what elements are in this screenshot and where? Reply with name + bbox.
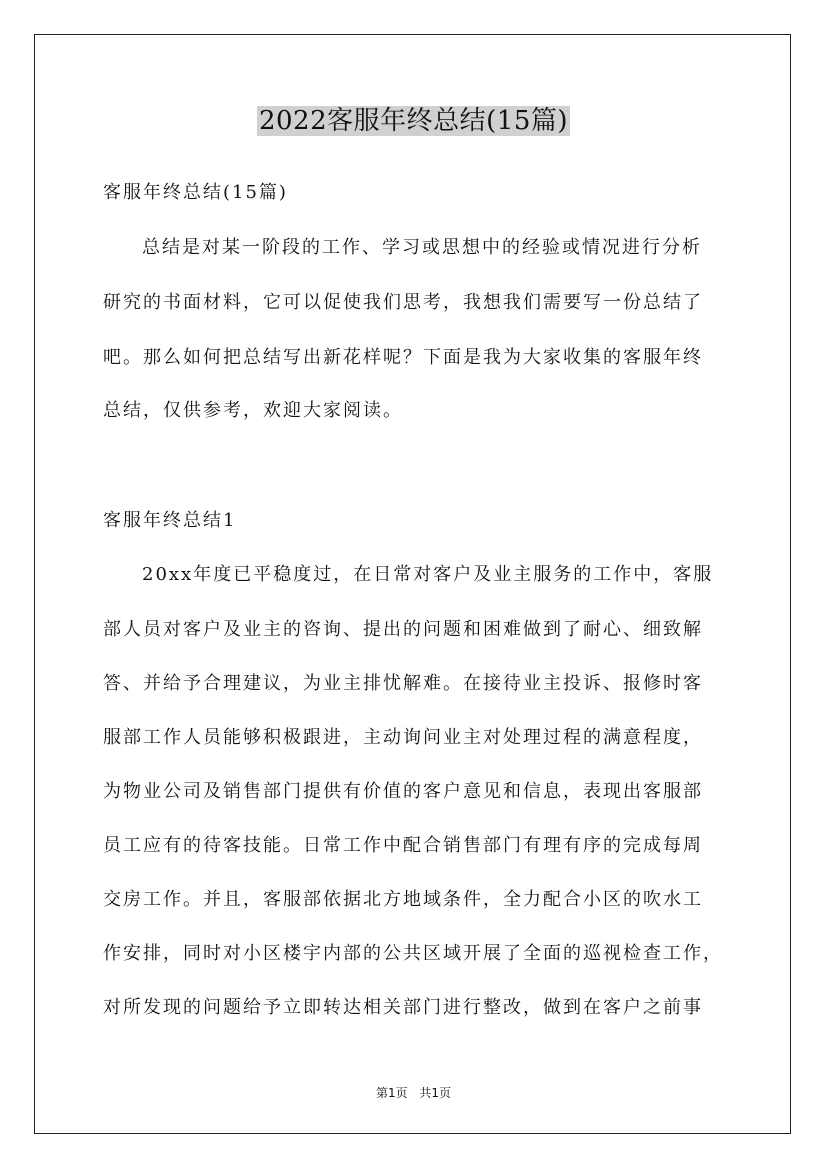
- section-line: 交房工作。并且，客服部依据北方地域条件，全力配合小区的吹水工: [103, 889, 703, 910]
- document-title-text: 2022客服年终总结(15篇): [258, 106, 569, 136]
- intro-line: 总结，仅供参考，欢迎大家阅读。: [103, 400, 403, 421]
- document-subtitle: 客服年终总结(15篇): [103, 182, 288, 203]
- section-line: 20xx年度已平稳度过，在日常对客户及业主服务的工作中，客服: [142, 564, 714, 585]
- section-line: 部人员对客户及业主的咨询、提出的问题和困难做到了耐心、细致解: [103, 619, 703, 640]
- section-line: 员工应有的待客技能。日常工作中配合销售部门有理有序的完成每周: [103, 835, 703, 856]
- section-line: 作安排，同时对小区楼宇内部的公共区域开展了全面的巡视检查工作，: [103, 943, 723, 964]
- page-footer: [0, 1084, 827, 1101]
- document-title: [0, 102, 827, 140]
- section-line: 答、并给予合理建议，为业主排忧解难。在接待业主投诉、报修时客: [103, 673, 703, 694]
- page-number: 第1页: [375, 1086, 408, 1100]
- section-line: 对所发现的问题给予立即转达相关部门进行整改，做到在客户之前事: [103, 997, 703, 1018]
- section-heading: 客服年终总结1: [103, 510, 237, 531]
- section-line: 为物业公司及销售部门提供有价值的客户意见和信息，表现出客服部: [103, 781, 703, 802]
- page-total: 共1页: [419, 1086, 452, 1100]
- section-line: 服部工作人员能够积极跟进，主动询问业主对处理过程的满意程度，: [103, 727, 703, 748]
- intro-line: 研究的书面材料，它可以促使我们思考，我想我们需要写一份总结了: [103, 292, 703, 313]
- intro-line: 吧。那么如何把总结写出新花样呢？下面是我为大家收集的客服年终: [103, 347, 703, 368]
- intro-line: 总结是对某一阶段的工作、学习或思想中的经验或情况进行分析: [142, 237, 702, 258]
